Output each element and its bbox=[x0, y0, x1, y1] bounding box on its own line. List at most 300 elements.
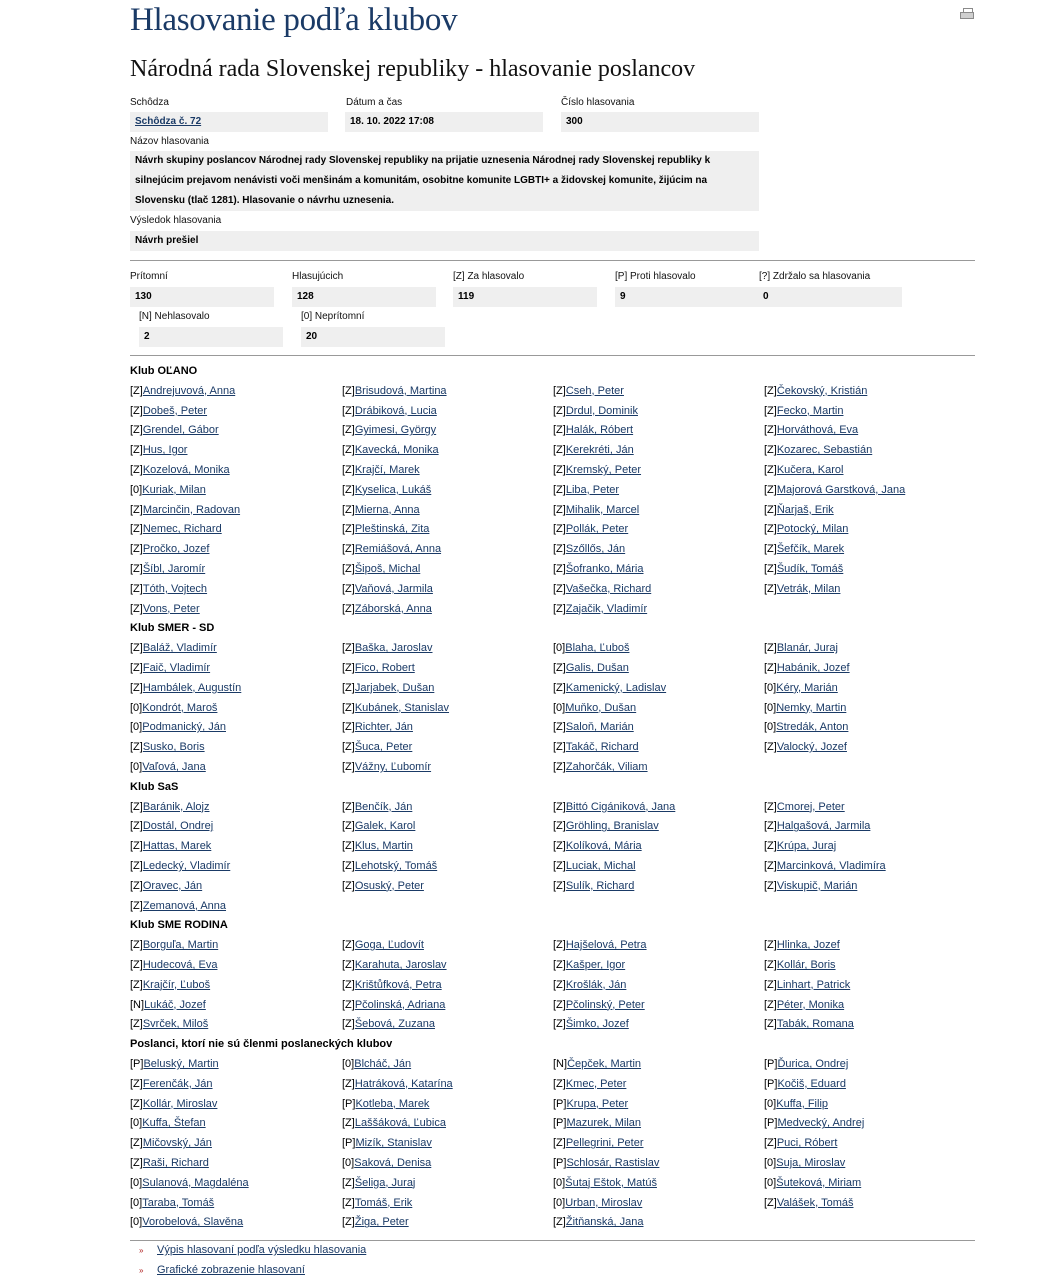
nazov-label: Názov hlasovania bbox=[130, 136, 209, 147]
vote-code: [Z] bbox=[130, 741, 143, 754]
member-vote bbox=[342, 702, 449, 714]
vote-code: [Z] bbox=[764, 503, 777, 516]
vote-code: [Z] bbox=[764, 384, 777, 397]
member-link[interactable]: Krúpa, Juraj bbox=[776, 840, 837, 853]
bullet-arrow-icon: » bbox=[139, 1266, 144, 1275]
member-vote bbox=[553, 385, 624, 397]
member-link[interactable]: Gröhling, Branislav bbox=[565, 820, 659, 833]
member-link[interactable]: Kavecká, Monika bbox=[354, 444, 439, 457]
member-vote bbox=[553, 761, 648, 773]
member-link[interactable]: Šefčík, Marek bbox=[776, 543, 845, 556]
member-link[interactable]: Šudík, Tomáš bbox=[776, 563, 844, 575]
member-link[interactable]: Stredák, Anton bbox=[776, 721, 849, 734]
member-link[interactable]: Puci, Róbert bbox=[776, 1137, 838, 1150]
member-link[interactable]: Péter, Monika bbox=[776, 998, 845, 1011]
member-link[interactable]: Marcinčin, Radovan bbox=[142, 503, 241, 516]
member-link[interactable]: Cmorej, Peter bbox=[776, 800, 845, 813]
member-vote bbox=[342, 543, 441, 555]
member-link[interactable]: Cseh, Peter bbox=[565, 384, 624, 397]
member-link[interactable]: Kašper, Igor bbox=[565, 959, 626, 971]
member-link[interactable]: Mizík, Stanislav bbox=[355, 1137, 432, 1150]
member-link[interactable]: Oravec, Ján bbox=[142, 879, 203, 892]
member-link[interactable]: Blcháč, Ján bbox=[354, 1058, 412, 1070]
member-link[interactable]: Mierna, Anna bbox=[354, 503, 420, 516]
member-link[interactable]: Žitňanská, Jana bbox=[565, 1216, 644, 1229]
vote-code: [Z] bbox=[130, 899, 143, 912]
member-link[interactable]: Krupa, Peter bbox=[566, 1097, 629, 1110]
member-link[interactable]: Urban, Miroslav bbox=[565, 1196, 643, 1209]
member-link[interactable]: Kuffa, Štefan bbox=[142, 1117, 206, 1130]
vote-code: [Z] bbox=[342, 1018, 355, 1031]
member-link[interactable]: Tabák, Romana bbox=[776, 1018, 854, 1031]
vote-code: [Z] bbox=[342, 602, 355, 615]
print-icon[interactable] bbox=[960, 8, 974, 20]
divider bbox=[130, 355, 975, 356]
za-label: [Z] Za hlasovalo bbox=[453, 271, 525, 282]
member-vote bbox=[553, 543, 625, 555]
vote-code: [Z] bbox=[342, 840, 355, 853]
member-vote bbox=[764, 543, 844, 555]
member-link[interactable]: Luciak, Michal bbox=[565, 860, 636, 872]
member-link[interactable]: Grendel, Gábor bbox=[142, 424, 219, 437]
vote-code: [Z] bbox=[342, 384, 355, 397]
vote-code: [Z] bbox=[130, 384, 143, 397]
member-link[interactable]: Halgašová, Jarmila bbox=[776, 820, 871, 833]
member-link[interactable]: Horváthová, Eva bbox=[776, 424, 859, 437]
member-vote bbox=[553, 662, 629, 674]
member-link[interactable]: Šuteková, Miriam bbox=[776, 1176, 862, 1189]
member-link[interactable]: Dobeš, Peter bbox=[142, 404, 208, 417]
vote-code: [Z] bbox=[130, 1157, 143, 1169]
vote-code: [0] bbox=[342, 1157, 355, 1169]
member-link[interactable]: Krajčí, Marek bbox=[354, 464, 420, 476]
vote-code: [0] bbox=[764, 701, 777, 714]
member-link[interactable]: Vašečka, Richard bbox=[565, 582, 652, 595]
vote-code: [P] bbox=[553, 1117, 567, 1130]
member-link[interactable]: Blanár, Juraj bbox=[776, 642, 838, 655]
zdrzalo-label: [?] Zdržalo sa hlasovania bbox=[759, 271, 871, 282]
member-link[interactable]: Dostál, Ondrej bbox=[142, 820, 214, 833]
member-link[interactable]: Drdul, Dominik bbox=[565, 404, 638, 417]
member-link[interactable]: Kollár, Boris bbox=[776, 959, 836, 971]
vote-code: [0] bbox=[130, 1196, 143, 1209]
member-link[interactable]: Ďurica, Ondrej bbox=[777, 1058, 849, 1070]
member-link[interactable]: Borguľa, Martin bbox=[142, 939, 219, 952]
member-link[interactable]: Pleštinská, Zita bbox=[354, 523, 430, 536]
member-vote bbox=[342, 424, 436, 436]
member-link[interactable]: Ňarjaš, Erik bbox=[776, 503, 834, 516]
member-vote bbox=[553, 702, 636, 714]
member-link[interactable]: Šíbl, Jaromír bbox=[142, 563, 206, 575]
member-link[interactable]: Drábiková, Lucia bbox=[354, 404, 437, 417]
pritomni-label: Prítomní bbox=[130, 271, 168, 282]
member-vote bbox=[130, 484, 206, 496]
member-link[interactable]: Kozelová, Monika bbox=[142, 464, 230, 476]
member-link[interactable]: Suja, Miroslav bbox=[776, 1157, 846, 1169]
vote-code: [0] bbox=[130, 1176, 143, 1189]
member-vote bbox=[553, 464, 641, 476]
member-link[interactable]: Potocký, Milan bbox=[776, 523, 849, 536]
vote-code: [Z] bbox=[553, 582, 566, 595]
vote-code: [Z] bbox=[342, 523, 355, 536]
vote-code: [Z] bbox=[764, 1196, 777, 1209]
member-link[interactable]: Kubánek, Stanislav bbox=[354, 701, 450, 714]
member-link[interactable]: Andrejuvová, Anna bbox=[142, 384, 236, 397]
vote-code: [Z] bbox=[764, 939, 777, 952]
member-vote bbox=[764, 801, 845, 813]
member-link[interactable]: Vorobelová, Slavěna bbox=[142, 1216, 244, 1229]
member-vote bbox=[553, 959, 625, 971]
member-link[interactable]: Kozarec, Sebastián bbox=[776, 444, 873, 457]
member-vote bbox=[342, 979, 442, 991]
member-vote bbox=[342, 741, 412, 753]
member-link[interactable]: Karahuta, Jaroslav bbox=[354, 959, 447, 971]
member-link[interactable]: Osuský, Peter bbox=[354, 879, 424, 892]
member-link[interactable]: Bittó Cigániková, Jana bbox=[565, 800, 676, 813]
vote-code: [Z] bbox=[342, 642, 355, 655]
member-link[interactable]: Galek, Karol bbox=[354, 820, 416, 833]
member-link[interactable]: Faič, Vladimír bbox=[142, 662, 211, 674]
member-link[interactable]: Zajačik, Vladimír bbox=[565, 602, 648, 615]
vote-code: [0] bbox=[130, 701, 143, 714]
member-link[interactable]: Susko, Boris bbox=[142, 741, 205, 754]
member-link[interactable]: Remiášová, Anna bbox=[354, 543, 442, 556]
member-link[interactable]: Mihalik, Marcel bbox=[565, 503, 640, 516]
member-link[interactable]: Podmanický, Ján bbox=[142, 721, 226, 734]
member-link[interactable]: Kondrót, Maroš bbox=[142, 701, 218, 714]
vote-code: [Z] bbox=[342, 424, 355, 437]
member-link[interactable]: Kočiš, Eduard bbox=[777, 1077, 846, 1090]
member-link[interactable]: Ledecký, Vladimír bbox=[142, 860, 231, 872]
member-link[interactable]: Schlosár, Rastislav bbox=[566, 1157, 660, 1169]
vote-code: [Z] bbox=[342, 444, 355, 457]
vote-code: [P] bbox=[764, 1077, 778, 1090]
vote-code: [Z] bbox=[342, 503, 355, 516]
member-link[interactable]: Kuriak, Milan bbox=[142, 483, 206, 496]
member-link[interactable]: Pellegrini, Peter bbox=[565, 1137, 644, 1150]
vote-code: [Z] bbox=[130, 879, 143, 892]
member-vote bbox=[553, 840, 642, 852]
vote-code: [Z] bbox=[130, 978, 143, 991]
vote-code: [Z] bbox=[342, 1176, 355, 1189]
member-link[interactable]: Hatráková, Katarína bbox=[354, 1077, 453, 1090]
vote-code: [P] bbox=[342, 1137, 356, 1150]
member-vote bbox=[553, 1157, 659, 1169]
member-link[interactable]: Liba, Peter bbox=[565, 483, 620, 496]
member-link[interactable]: Vážny, Ľubomír bbox=[354, 761, 432, 773]
member-link[interactable]: Lukáč, Jozef bbox=[144, 998, 206, 1011]
member-vote bbox=[553, 484, 619, 496]
vote-code: [N] bbox=[130, 998, 145, 1011]
vote-code: [0] bbox=[130, 1216, 143, 1229]
vote-code: [Z] bbox=[553, 662, 566, 674]
vote-code: [0] bbox=[130, 483, 143, 496]
member-link[interactable]: Halák, Róbert bbox=[565, 424, 634, 437]
vote-code: [Z] bbox=[553, 464, 566, 476]
member-vote bbox=[764, 1157, 845, 1169]
member-link[interactable]: Tomáš, Erik bbox=[354, 1196, 413, 1209]
member-link[interactable]: Kotleba, Marek bbox=[355, 1097, 430, 1110]
vote-code: [Z] bbox=[342, 998, 355, 1011]
vote-code: [P] bbox=[130, 1058, 144, 1070]
member-link[interactable]: Gyimesi, György bbox=[354, 424, 437, 437]
member-vote bbox=[130, 801, 210, 813]
member-link[interactable]: Brisudová, Martina bbox=[354, 384, 447, 397]
member-link[interactable]: Taraba, Tomáš bbox=[142, 1196, 215, 1209]
member-vote bbox=[342, 504, 420, 516]
member-link[interactable]: Lehotský, Tomáš bbox=[354, 860, 438, 872]
member-vote bbox=[130, 1098, 217, 1110]
member-link[interactable]: Záborská, Anna bbox=[354, 602, 432, 615]
member-link[interactable]: Šofranko, Mária bbox=[565, 563, 644, 575]
member-link[interactable]: Pčolinská, Adriana bbox=[354, 998, 446, 1011]
member-link[interactable]: Hambálek, Augustín bbox=[142, 681, 242, 694]
member-vote bbox=[342, 959, 447, 971]
member-vote bbox=[553, 682, 666, 694]
member-link[interactable]: Muňko, Dušan bbox=[565, 701, 637, 714]
vote-code: [Z] bbox=[764, 959, 777, 971]
member-link[interactable]: Klus, Martin bbox=[354, 840, 413, 853]
member-link[interactable]: Linhart, Patrick bbox=[776, 978, 851, 991]
member-vote bbox=[130, 523, 222, 535]
member-link[interactable]: Kyselica, Lukáš bbox=[354, 483, 432, 496]
vote-code: [Z] bbox=[130, 563, 143, 575]
member-link[interactable]: Kremský, Peter bbox=[565, 464, 642, 476]
member-vote bbox=[342, 761, 431, 773]
member-link[interactable]: Kuffa, Filip bbox=[776, 1097, 829, 1110]
member-link[interactable]: Baránik, Alojz bbox=[142, 800, 210, 813]
vote-code: [Z] bbox=[764, 879, 777, 892]
member-vote bbox=[764, 642, 838, 654]
member-link[interactable]: Goga, Ľudovít bbox=[354, 939, 424, 952]
member-link[interactable]: Kerekréti, Ján bbox=[565, 444, 634, 457]
vote-code: [Z] bbox=[553, 503, 566, 516]
member-vote bbox=[764, 1117, 864, 1129]
vypis-link[interactable]: Výpis hlasovaní podľa výsledku hlasovania bbox=[157, 1244, 367, 1256]
member-link[interactable]: Hus, Igor bbox=[142, 444, 188, 457]
member-vote bbox=[130, 405, 207, 417]
vote-code: [Z] bbox=[342, 800, 355, 813]
member-link[interactable]: Jarjabek, Dušan bbox=[354, 681, 435, 694]
member-link[interactable]: Kmec, Peter bbox=[565, 1077, 627, 1090]
schodza-link[interactable]: Schôdza č. 72 bbox=[135, 116, 202, 127]
member-link[interactable]: Sulík, Richard bbox=[565, 879, 635, 892]
member-vote bbox=[342, 385, 447, 397]
member-vote bbox=[130, 1137, 212, 1149]
vote-code: [Z] bbox=[130, 523, 143, 536]
vote-code: [Z] bbox=[342, 404, 355, 417]
member-link[interactable]: Habánik, Jozef bbox=[776, 662, 850, 674]
member-link[interactable]: Vetrák, Milan bbox=[776, 582, 841, 595]
member-link[interactable]: Krajčír, Ľuboš bbox=[142, 978, 211, 991]
member-vote bbox=[342, 1137, 432, 1149]
member-link[interactable]: Čepček, Martin bbox=[567, 1058, 642, 1070]
member-link[interactable]: Laššáková, Ľubica bbox=[354, 1117, 446, 1130]
member-link[interactable]: Hajšelová, Petra bbox=[565, 939, 647, 952]
member-vote bbox=[553, 603, 647, 615]
vote-code: [Z] bbox=[130, 404, 143, 417]
vote-code: [0] bbox=[130, 721, 143, 734]
member-vote bbox=[130, 979, 210, 991]
vote-code: [Z] bbox=[130, 939, 143, 952]
member-vote bbox=[553, 424, 633, 436]
member-link[interactable]: Raši, Richard bbox=[142, 1157, 209, 1169]
member-link[interactable]: Blaha, Ľuboš bbox=[565, 642, 630, 655]
vote-code: [Z] bbox=[553, 840, 566, 853]
vote-code: [0] bbox=[130, 1117, 143, 1130]
schodza-field bbox=[130, 112, 328, 132]
member-link[interactable]: Nemec, Richard bbox=[142, 523, 222, 536]
vote-code: [N] bbox=[553, 1058, 568, 1070]
member-link[interactable]: Mičovský, Ján bbox=[142, 1137, 212, 1150]
member-link[interactable]: Zahorčák, Viliam bbox=[565, 761, 648, 773]
page-subtitle: Národná rada Slovenskej republiky - hlasovanie poslancov bbox=[130, 56, 696, 82]
vote-code: [Z] bbox=[130, 464, 143, 476]
member-link[interactable]: Hlinka, Jozef bbox=[776, 939, 840, 952]
member-link[interactable]: Šimko, Jozef bbox=[565, 1018, 629, 1031]
member-vote bbox=[764, 583, 840, 595]
member-link[interactable]: Majorová Garstková, Jana bbox=[776, 483, 906, 496]
member-link[interactable]: Baška, Jaroslav bbox=[354, 642, 433, 655]
member-vote bbox=[764, 662, 850, 674]
vote-code: [Z] bbox=[764, 582, 777, 595]
vote-code: [Z] bbox=[130, 444, 143, 457]
vote-code: [0] bbox=[764, 681, 777, 694]
member-link[interactable]: Vaňová, Jarmila bbox=[354, 582, 433, 595]
vote-code: [Z] bbox=[130, 503, 143, 516]
member-vote bbox=[764, 464, 844, 476]
member-link[interactable]: Tóth, Vojtech bbox=[142, 582, 208, 595]
vote-code: [Z] bbox=[764, 840, 777, 853]
member-link[interactable]: Svrček, Miloš bbox=[142, 1018, 209, 1031]
vote-code: [Z] bbox=[553, 761, 566, 773]
vote-code: [Z] bbox=[764, 1018, 777, 1031]
vote-code: [Z] bbox=[342, 681, 355, 694]
member-vote bbox=[553, 523, 628, 535]
page-title: Hlasovanie podľa klubov bbox=[130, 2, 458, 38]
vysledok-label: Výsledok hlasovania bbox=[130, 215, 222, 226]
member-vote bbox=[130, 860, 230, 872]
member-link[interactable]: Fecko, Martin bbox=[776, 404, 844, 417]
member-vote bbox=[130, 939, 218, 951]
member-link[interactable]: Šebová, Zuzana bbox=[354, 1018, 435, 1031]
member-link[interactable]: Valocký, Jozef bbox=[776, 741, 847, 754]
member-vote bbox=[553, 1177, 657, 1189]
member-link[interactable]: Vaľová, Jana bbox=[142, 761, 206, 773]
vote-code: [Z] bbox=[130, 959, 143, 971]
member-link[interactable]: Saloň, Marián bbox=[565, 721, 634, 734]
vote-code: [Z] bbox=[553, 721, 566, 734]
vote-code: [Z] bbox=[553, 602, 566, 615]
vote-code: [Z] bbox=[342, 741, 355, 754]
member-link[interactable]: Kolíková, Mária bbox=[565, 840, 642, 853]
member-link[interactable]: Hattas, Marek bbox=[142, 840, 212, 853]
member-vote bbox=[764, 444, 872, 456]
member-vote bbox=[553, 880, 634, 892]
graficke-link[interactable]: Grafické zobrazenie hlasovaní bbox=[157, 1264, 305, 1276]
member-link[interactable]: Viskupič, Marián bbox=[776, 879, 858, 892]
vote-code: [0] bbox=[764, 1097, 777, 1110]
member-link[interactable]: Marcinková, Vladimíra bbox=[776, 860, 886, 872]
member-link[interactable]: Sulanová, Magdaléna bbox=[142, 1176, 249, 1189]
member-link[interactable]: Baláž, Vladimír bbox=[142, 642, 217, 655]
member-link[interactable]: Vons, Peter bbox=[142, 602, 200, 615]
member-link[interactable]: Šuca, Peter bbox=[354, 741, 413, 754]
member-link[interactable]: Krošlák, Ján bbox=[565, 978, 627, 991]
member-link[interactable]: Richter, Ján bbox=[354, 721, 413, 734]
member-link[interactable]: Žiga, Peter bbox=[354, 1216, 409, 1229]
nepritomni-label: [0] Neprítomní bbox=[301, 311, 365, 322]
vote-code: [Z] bbox=[130, 424, 143, 437]
member-link[interactable]: Kéry, Marián bbox=[776, 681, 838, 694]
vote-code: [Z] bbox=[764, 642, 777, 655]
member-link[interactable]: Kollár, Miroslav bbox=[142, 1097, 218, 1110]
member-vote bbox=[130, 385, 235, 397]
member-link[interactable]: Fico, Robert bbox=[354, 662, 415, 674]
member-link[interactable]: Szőllős, Ján bbox=[565, 543, 626, 556]
member-link[interactable]: Benčík, Ján bbox=[354, 800, 413, 813]
vote-code: [Z] bbox=[130, 681, 143, 694]
member-vote bbox=[130, 603, 200, 615]
member-link[interactable]: Pročko, Jozef bbox=[142, 543, 210, 556]
member-vote bbox=[553, 1078, 626, 1090]
member-link[interactable]: Pčolinský, Peter bbox=[565, 998, 645, 1011]
member-link[interactable]: Takáč, Richard bbox=[565, 741, 639, 754]
member-link[interactable]: Šutaj Eštok, Matúš bbox=[565, 1176, 657, 1189]
member-vote bbox=[553, 999, 645, 1011]
member-link[interactable]: Valášek, Tomáš bbox=[776, 1196, 854, 1209]
member-link[interactable]: Kamenický, Ladislav bbox=[565, 681, 667, 694]
member-vote bbox=[130, 1177, 249, 1189]
member-vote bbox=[764, 721, 848, 733]
member-vote bbox=[342, 603, 432, 615]
vote-code: [Z] bbox=[130, 582, 143, 595]
member-link[interactable]: Čekovský, Kristián bbox=[776, 384, 868, 397]
member-link[interactable]: Šipoš, Michal bbox=[354, 563, 421, 575]
member-vote bbox=[130, 642, 217, 654]
nazov-field: Návrh skupiny poslancov Národnej rady Slovenskej republiky na prijatie uznesenia Národnej rady Slovenskej republiky k silnejúcim prejavom nenávisti voči menšinám a komunitám, osobitne komunite LGBTI+ a židovskej komunite, žijúcim na Slovensku (tlač 1281). Hlasovanie o návrhu uznesenia. bbox=[130, 151, 759, 211]
vote-code: [P] bbox=[342, 1097, 356, 1110]
vote-code: [Z] bbox=[553, 384, 566, 397]
vote-code: [Z] bbox=[130, 662, 143, 674]
member-vote bbox=[764, 840, 836, 852]
member-link[interactable]: Mazurek, Milan bbox=[566, 1117, 642, 1130]
member-link[interactable]: Hudecová, Eva bbox=[142, 959, 218, 971]
member-link[interactable]: Krištůfková, Petra bbox=[354, 978, 442, 991]
member-vote bbox=[553, 721, 634, 733]
member-vote bbox=[130, 721, 226, 733]
member-vote bbox=[342, 1058, 411, 1070]
vote-code: [Z] bbox=[764, 800, 777, 813]
member-link[interactable]: Beluský, Martin bbox=[143, 1058, 219, 1070]
bullet-arrow-icon: » bbox=[139, 1246, 144, 1255]
member-link[interactable]: Ferenčák, Ján bbox=[142, 1077, 213, 1090]
vote-code: [Z] bbox=[130, 860, 143, 872]
vote-code: [Z] bbox=[342, 483, 355, 496]
member-link[interactable]: Nemky, Martin bbox=[776, 701, 847, 714]
member-vote bbox=[130, 583, 207, 595]
member-vote bbox=[764, 979, 850, 991]
member-link[interactable]: Galis, Dušan bbox=[565, 662, 629, 674]
vote-code: [Z] bbox=[553, 820, 566, 833]
member-link[interactable]: Zemanová, Anna bbox=[142, 899, 227, 912]
member-link[interactable]: Šeliga, Juraj bbox=[354, 1176, 416, 1189]
divider bbox=[130, 1240, 975, 1241]
member-link[interactable]: Saková, Denisa bbox=[354, 1157, 432, 1169]
member-link[interactable]: Medvecký, Andrej bbox=[777, 1117, 865, 1130]
member-link[interactable]: Kučera, Karol bbox=[776, 464, 844, 476]
member-link[interactable]: Pollák, Peter bbox=[565, 523, 629, 536]
